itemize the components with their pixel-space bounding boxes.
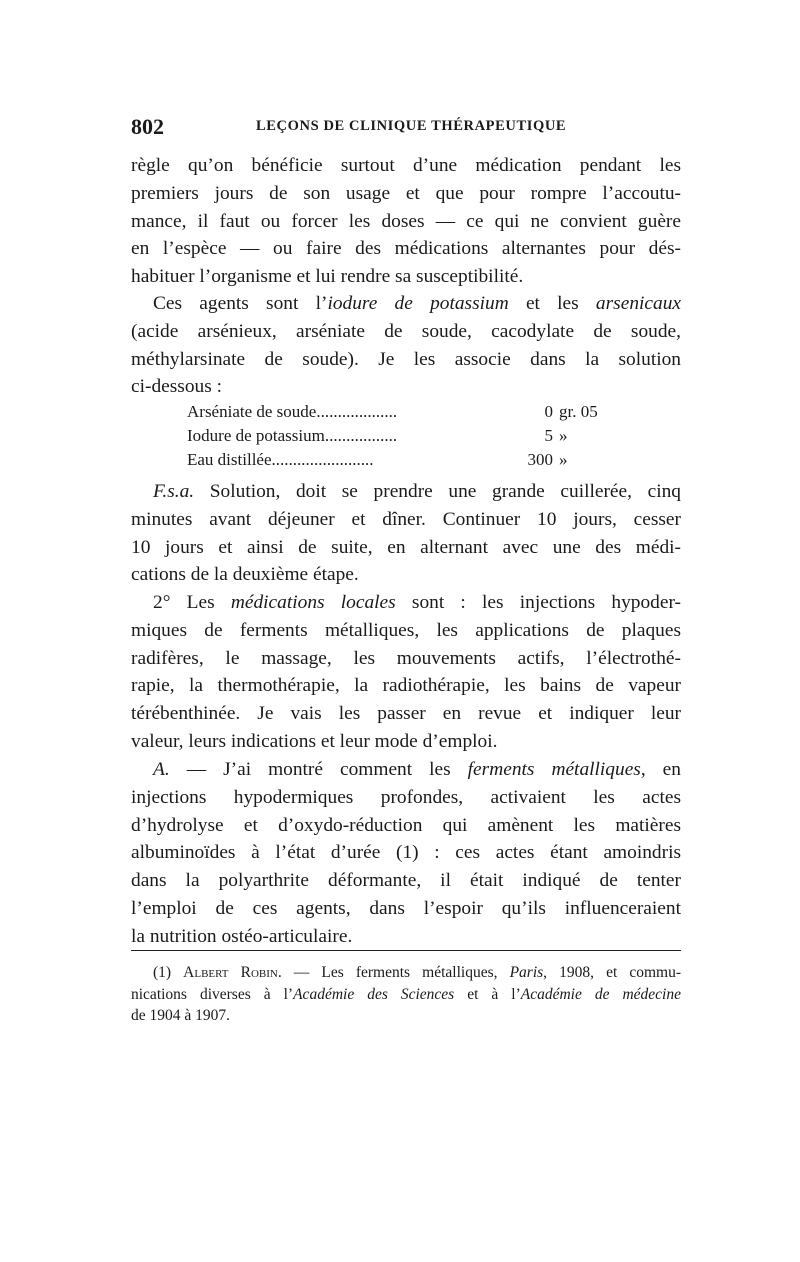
text-line: d’hydrolyse et d’oxydo-réduction qui amènent les matières bbox=[131, 814, 681, 836]
prescription-table bbox=[187, 400, 657, 472]
text-line: F.s.a. Solution, doit se prendre une grande cuillerée, cinq bbox=[153, 481, 681, 502]
text-line: la nutrition ostéo-articulaire. bbox=[131, 925, 353, 947]
ingredient-name: Arséniate de soude bbox=[187, 402, 317, 421]
running-head: LEÇONS DE CLINIQUE THÉRAPEUTIQUE bbox=[256, 118, 567, 134]
text-line: valeur, leurs indications et leur mode d’emploi. bbox=[131, 730, 498, 752]
text-line: rapie, la thermothérapie, la radiothérapie, les bains de vapeur bbox=[131, 675, 681, 697]
text-line: mance, il faut ou forcer les doses — ce qui ne convient guère bbox=[131, 210, 681, 232]
text-line: cations de la deuxième étape. bbox=[131, 564, 359, 586]
text-line: habituer l’organisme et lui rendre sa susceptibilité. bbox=[131, 266, 524, 288]
italic-term: Académie des Sciences bbox=[293, 985, 455, 1003]
footnote-line: (1) Albert Robin. — Les ferments métalliques, Paris, 1908, et commu- bbox=[153, 964, 681, 981]
italic-term: Paris bbox=[509, 964, 544, 981]
italic-term: médications locales bbox=[230, 592, 396, 613]
italic-term: A. bbox=[153, 759, 170, 780]
text-line: dans la polyarthrite déformante, il était indiqué de tenter bbox=[131, 870, 681, 892]
page-number: 802 bbox=[131, 114, 164, 139]
text-line: A. — J’ai montré comment les ferments métalliques, en bbox=[153, 759, 681, 780]
ingredient-unit: » bbox=[559, 426, 568, 445]
paragraph-ferments-metalliques bbox=[131, 756, 681, 951]
ingredient-unit: » bbox=[559, 450, 568, 469]
page-header bbox=[131, 114, 679, 144]
text-line: 2° Les médications locales sont : les injections hypoder- bbox=[153, 592, 681, 613]
paragraph-fsa bbox=[131, 478, 681, 589]
text-line: térébenthinée. Je vais les passer en revue et indiquer leur bbox=[131, 703, 681, 725]
paragraph-medications-locales bbox=[131, 589, 681, 756]
paragraph-agents bbox=[131, 290, 681, 401]
footnote-separator bbox=[131, 950, 681, 951]
italic-term: iodure de potassium bbox=[327, 293, 509, 314]
text-line: injections hypodermiques profondes, activaient les actes bbox=[131, 786, 681, 808]
text-line: méthylarsinate de soude). Je les associe dans la solution bbox=[131, 348, 681, 370]
ingredient-quantity: 300 bbox=[527, 450, 553, 469]
author-name: Albert Robin bbox=[183, 964, 278, 981]
italic-term: F.s.a. bbox=[153, 481, 195, 502]
prescription-row bbox=[187, 400, 657, 424]
prescription-row bbox=[187, 424, 657, 448]
footnote-line: nications diverses à l’Académie des Sciences et à l’Académie de médecine bbox=[131, 985, 681, 1003]
italic-term: arsenicaux bbox=[595, 293, 681, 314]
footnote-line: de 1904 à 1907. bbox=[131, 1007, 231, 1024]
ingredient-name: Eau distillée bbox=[187, 450, 272, 469]
footnote bbox=[131, 962, 681, 1027]
text-line: (acide arsénieux, arséniate de soude, cacodylate de soude, bbox=[131, 320, 681, 342]
text-line: Ces agents sont l’iodure de potassium et les arsenicaux bbox=[153, 293, 681, 314]
text-line: premiers jours de son usage et que pour rompre l’accoutu- bbox=[131, 182, 681, 204]
paragraph-accoutumance bbox=[131, 152, 681, 291]
ingredient-quantity: 0 bbox=[544, 402, 553, 421]
leader-dots: ................... bbox=[316, 402, 398, 421]
ingredient-name: Iodure de potassium bbox=[187, 426, 325, 445]
text-line: 10 jours et ainsi de suite, en alternant avec une des médi- bbox=[131, 536, 681, 558]
prescription-row bbox=[187, 448, 657, 472]
leader-dots: ........................ bbox=[271, 450, 374, 469]
italic-term: ferments métalliques bbox=[467, 759, 641, 780]
leader-dots: ................. bbox=[324, 426, 398, 445]
text-line: minutes avant déjeuner et dîner. Continuer 10 jours, cesser bbox=[131, 508, 681, 530]
ingredient-unit: gr. 05 bbox=[559, 402, 598, 421]
text-line: albuminoïdes à l’état d’urée (1) : ces actes étant amoindris bbox=[131, 842, 681, 864]
italic-term: Académie de médecine bbox=[520, 985, 681, 1003]
text-line: règle qu’on bénéficie surtout d’une médication pendant les bbox=[131, 155, 681, 176]
text-line: radifères, le massage, les mouvements actifs, l’électrothé- bbox=[131, 647, 681, 669]
ingredient-quantity: 5 bbox=[544, 426, 553, 445]
text-line: l’emploi de ces agents, dans l’espoir qu’ils influenceraient bbox=[131, 897, 681, 919]
text-line: ci-dessous : bbox=[131, 376, 223, 398]
text-line: miques de ferments métalliques, les applications de plaques bbox=[131, 619, 681, 641]
text-line: en l’espèce — ou faire des médications alternantes pour dés- bbox=[131, 238, 681, 260]
